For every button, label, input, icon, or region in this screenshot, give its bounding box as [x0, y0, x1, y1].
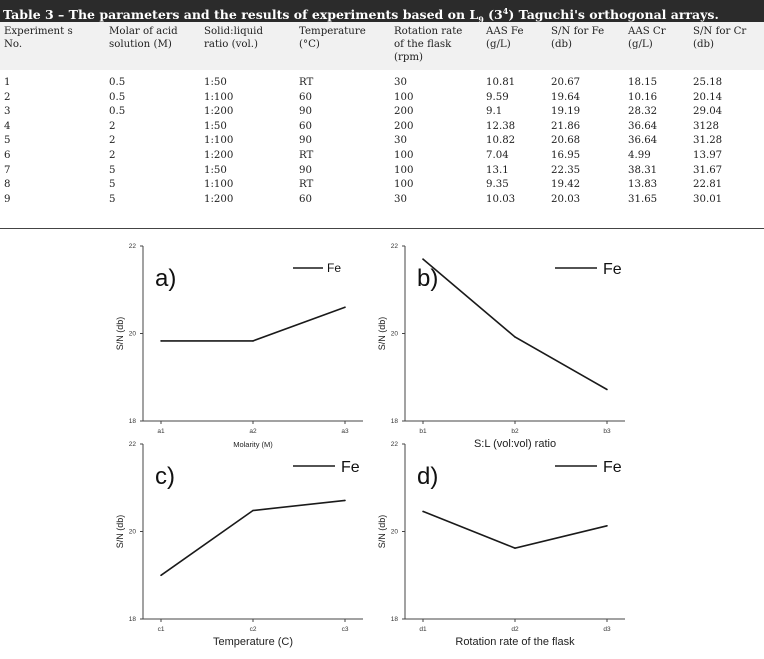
y-tick-label: 22: [390, 441, 398, 448]
table-cell: 6: [4, 149, 11, 161]
table-cell: 5: [109, 164, 116, 176]
table-cell: 19.19: [551, 106, 581, 118]
table-cell: 2: [109, 120, 116, 132]
table-cell: 9.59: [486, 91, 509, 103]
table-cell: 2: [4, 91, 11, 103]
table-cell: 90: [299, 164, 312, 176]
table-cell: 22.81: [693, 179, 723, 191]
table-cell: 36.64: [628, 135, 658, 147]
table-caption: Table 3 – The parameters and the results of experiments based on $L_9$ $(3^4)$ Taguchi's orthogonal arrays.: [0, 0, 764, 22]
x-tick-label: c2: [249, 626, 257, 633]
table-cell: 19.64: [551, 91, 581, 103]
x-tick-label: a3: [341, 428, 349, 435]
panel-label: b): [417, 265, 439, 292]
table-cell: 100: [394, 179, 414, 191]
table-cell: 5: [4, 135, 11, 147]
table-cell: 60: [299, 91, 312, 103]
chart-panel-c: [115, 441, 363, 648]
panel-label: a): [155, 265, 177, 292]
y-axis-label: S/N (db): [377, 316, 387, 351]
table-cell: 21.86: [551, 120, 581, 132]
x-tick-label: b2: [511, 428, 519, 435]
table-cell: 38.31: [628, 164, 658, 176]
data-point: [514, 336, 516, 338]
data-point: [422, 258, 424, 260]
column-header: Temperature (°C): [299, 26, 366, 50]
panel-label: d): [417, 463, 439, 490]
x-tick-label: d3: [603, 626, 611, 633]
parameters-table: [0, 22, 764, 207]
y-tick-label: 20: [390, 330, 398, 338]
table-row: [0, 120, 764, 135]
table-cell: 8: [4, 179, 11, 191]
panel-label: c): [155, 463, 175, 490]
y-tick-label: 18: [390, 616, 398, 623]
table-cell: 20.68: [551, 135, 581, 147]
table-cell: 7.04: [486, 149, 509, 161]
chart-panel-d: [377, 441, 625, 648]
table-cell: 20.03: [551, 193, 581, 205]
y-axis-label: S/N (db): [377, 514, 387, 549]
x-axis-label: Molarity (M): [233, 440, 273, 449]
table-cell: 3: [4, 106, 11, 118]
table-cell: 1:100: [204, 91, 234, 103]
y-axis-label: S/N (db): [115, 514, 125, 549]
y-tick-label: 22: [390, 243, 398, 250]
x-tick-label: c3: [341, 626, 349, 633]
y-axis-label: S/N (db): [115, 316, 125, 351]
table-cell: 1:50: [204, 164, 227, 176]
table-cell: RT: [299, 77, 314, 88]
table-cell: 1: [4, 77, 11, 88]
y-tick-label: 22: [128, 243, 136, 250]
table-cell: 2: [109, 149, 116, 161]
column-header: AAS Fe (g/L): [486, 26, 524, 50]
column-header: Experiment s No.: [4, 26, 73, 50]
y-tick-label: 18: [128, 616, 136, 623]
column-header: Rotation rate of the flask (rpm): [394, 26, 463, 63]
table-cell: 1:200: [204, 149, 234, 161]
x-tick-label: d1: [419, 626, 427, 633]
table-cell: 9.1: [486, 106, 503, 118]
table-cell: 200: [394, 120, 414, 132]
data-point: [252, 510, 254, 512]
data-point: [344, 500, 346, 502]
y-tick-label: 18: [128, 418, 136, 425]
table-cell: 10.81: [486, 77, 516, 88]
table-cell: 5: [109, 179, 116, 191]
fe-series-line: [161, 307, 345, 341]
table-cell: 7: [4, 164, 11, 176]
table-cell: 10.03: [486, 193, 516, 205]
column-header: S/N for Fe (db): [551, 26, 605, 50]
data-point: [422, 511, 424, 513]
x-tick-label: a2: [249, 428, 257, 435]
table-row: [0, 105, 764, 120]
table-cell: 1:100: [204, 135, 234, 147]
y-tick-label: 18: [390, 418, 398, 425]
table-cell: 60: [299, 193, 312, 205]
table-cell: 30.01: [693, 193, 723, 205]
x-tick-label: b3: [603, 428, 611, 435]
table-cell: 2: [109, 135, 116, 147]
table-cell: 31.28: [693, 135, 723, 147]
table-cell: 1:200: [204, 193, 234, 205]
table-row: [0, 134, 764, 149]
table-cell: 1:50: [204, 77, 227, 88]
x-axis-label: S:L (vol:vol) ratio: [473, 438, 557, 450]
table-cell: 1:50: [204, 120, 227, 132]
table-cell: 28.32: [628, 106, 658, 118]
data-point: [160, 340, 162, 342]
table-cell: 13.1: [486, 164, 509, 176]
y-tick-label: 20: [390, 528, 398, 536]
table-cell: 20.67: [551, 77, 581, 88]
x-tick-label: b1: [419, 428, 427, 435]
table-cell: 9: [4, 193, 11, 205]
x-tick-label: d2: [511, 626, 519, 633]
table-cell: 9.35: [486, 179, 509, 191]
table-row: [0, 164, 764, 179]
table-cell: 13.83: [628, 179, 658, 191]
table-cell: 30: [394, 135, 407, 147]
table-row: [0, 91, 764, 106]
table-cell: 90: [299, 135, 312, 147]
column-header: Molar of acid solution (M): [109, 26, 178, 50]
table-row: [0, 178, 764, 193]
y-tick-label: 20: [128, 528, 136, 536]
table-row: [0, 70, 764, 91]
column-header: S/N for Cr (db): [693, 26, 747, 50]
table-cell: 100: [394, 91, 414, 103]
column-header: AAS Cr (g/L): [628, 26, 666, 50]
column-header: Solid:liquid ratio (vol.): [204, 26, 263, 50]
x-axis-label: Rotation rate of the flask: [455, 636, 575, 648]
table-cell: 1:100: [204, 179, 234, 191]
table-cell: 20.14: [693, 91, 723, 103]
table-cell: RT: [299, 179, 314, 191]
table-cell: 100: [394, 149, 414, 161]
table-row: [0, 149, 764, 164]
table-cell: 10.16: [628, 91, 658, 103]
fe-series-line: [423, 511, 607, 548]
chart-panel-a: [115, 243, 363, 449]
x-tick-label: a1: [157, 428, 165, 435]
legend-label: Fe: [603, 459, 622, 476]
data-point: [606, 525, 608, 527]
table-cell: 19.42: [551, 179, 581, 191]
table-bottom-rule: [0, 228, 764, 229]
fe-series-line: [423, 259, 607, 389]
table-cell: 60: [299, 120, 312, 132]
table-cell: 30: [394, 193, 407, 205]
table-cell: 29.04: [693, 106, 723, 118]
legend-label: Fe: [603, 261, 622, 278]
legend-label: Fe: [327, 261, 342, 275]
table-cell: 10.82: [486, 135, 516, 147]
table-cell: 3128: [693, 120, 719, 132]
data-point: [606, 389, 608, 391]
data-point: [252, 340, 254, 342]
table-cell: 31.67: [693, 164, 723, 176]
table-cell: 18.15: [628, 77, 658, 88]
table-cell: 16.95: [551, 149, 581, 161]
table-cell: 0.5: [109, 106, 126, 118]
fe-series-line: [161, 500, 345, 575]
table-header-row: [0, 22, 764, 70]
table-cell: 0.5: [109, 77, 126, 88]
table-cell: 12.38: [486, 120, 516, 132]
table-cell: 0.5: [109, 91, 126, 103]
table-cell: 13.97: [693, 149, 723, 161]
table-cell: 25.18: [693, 77, 723, 88]
table-cell: 30: [394, 77, 407, 88]
table-cell: 4.99: [628, 149, 651, 161]
legend-label: Fe: [341, 459, 360, 476]
table-cell: 4: [4, 120, 11, 132]
y-tick-label: 20: [128, 330, 136, 338]
data-point: [160, 575, 162, 577]
table-cell: 36.64: [628, 120, 658, 132]
data-point: [344, 306, 346, 308]
sn-ratio-charts: [0, 232, 764, 659]
table-cell: 90: [299, 106, 312, 118]
y-tick-label: 22: [128, 441, 136, 448]
table-cell: 31.65: [628, 193, 658, 205]
table-cell: 200: [394, 106, 414, 118]
x-tick-label: c1: [157, 626, 165, 633]
table-cell: 100: [394, 164, 414, 176]
table-row: [0, 193, 764, 208]
table-cell: 1:200: [204, 106, 234, 118]
table-cell: RT: [299, 149, 314, 161]
x-axis-label: Temperature (C): [212, 636, 294, 648]
chart-panel-b: [377, 243, 625, 450]
table-cell: 5: [109, 193, 116, 205]
data-point: [514, 547, 516, 549]
table-cell: 22.35: [551, 164, 581, 176]
